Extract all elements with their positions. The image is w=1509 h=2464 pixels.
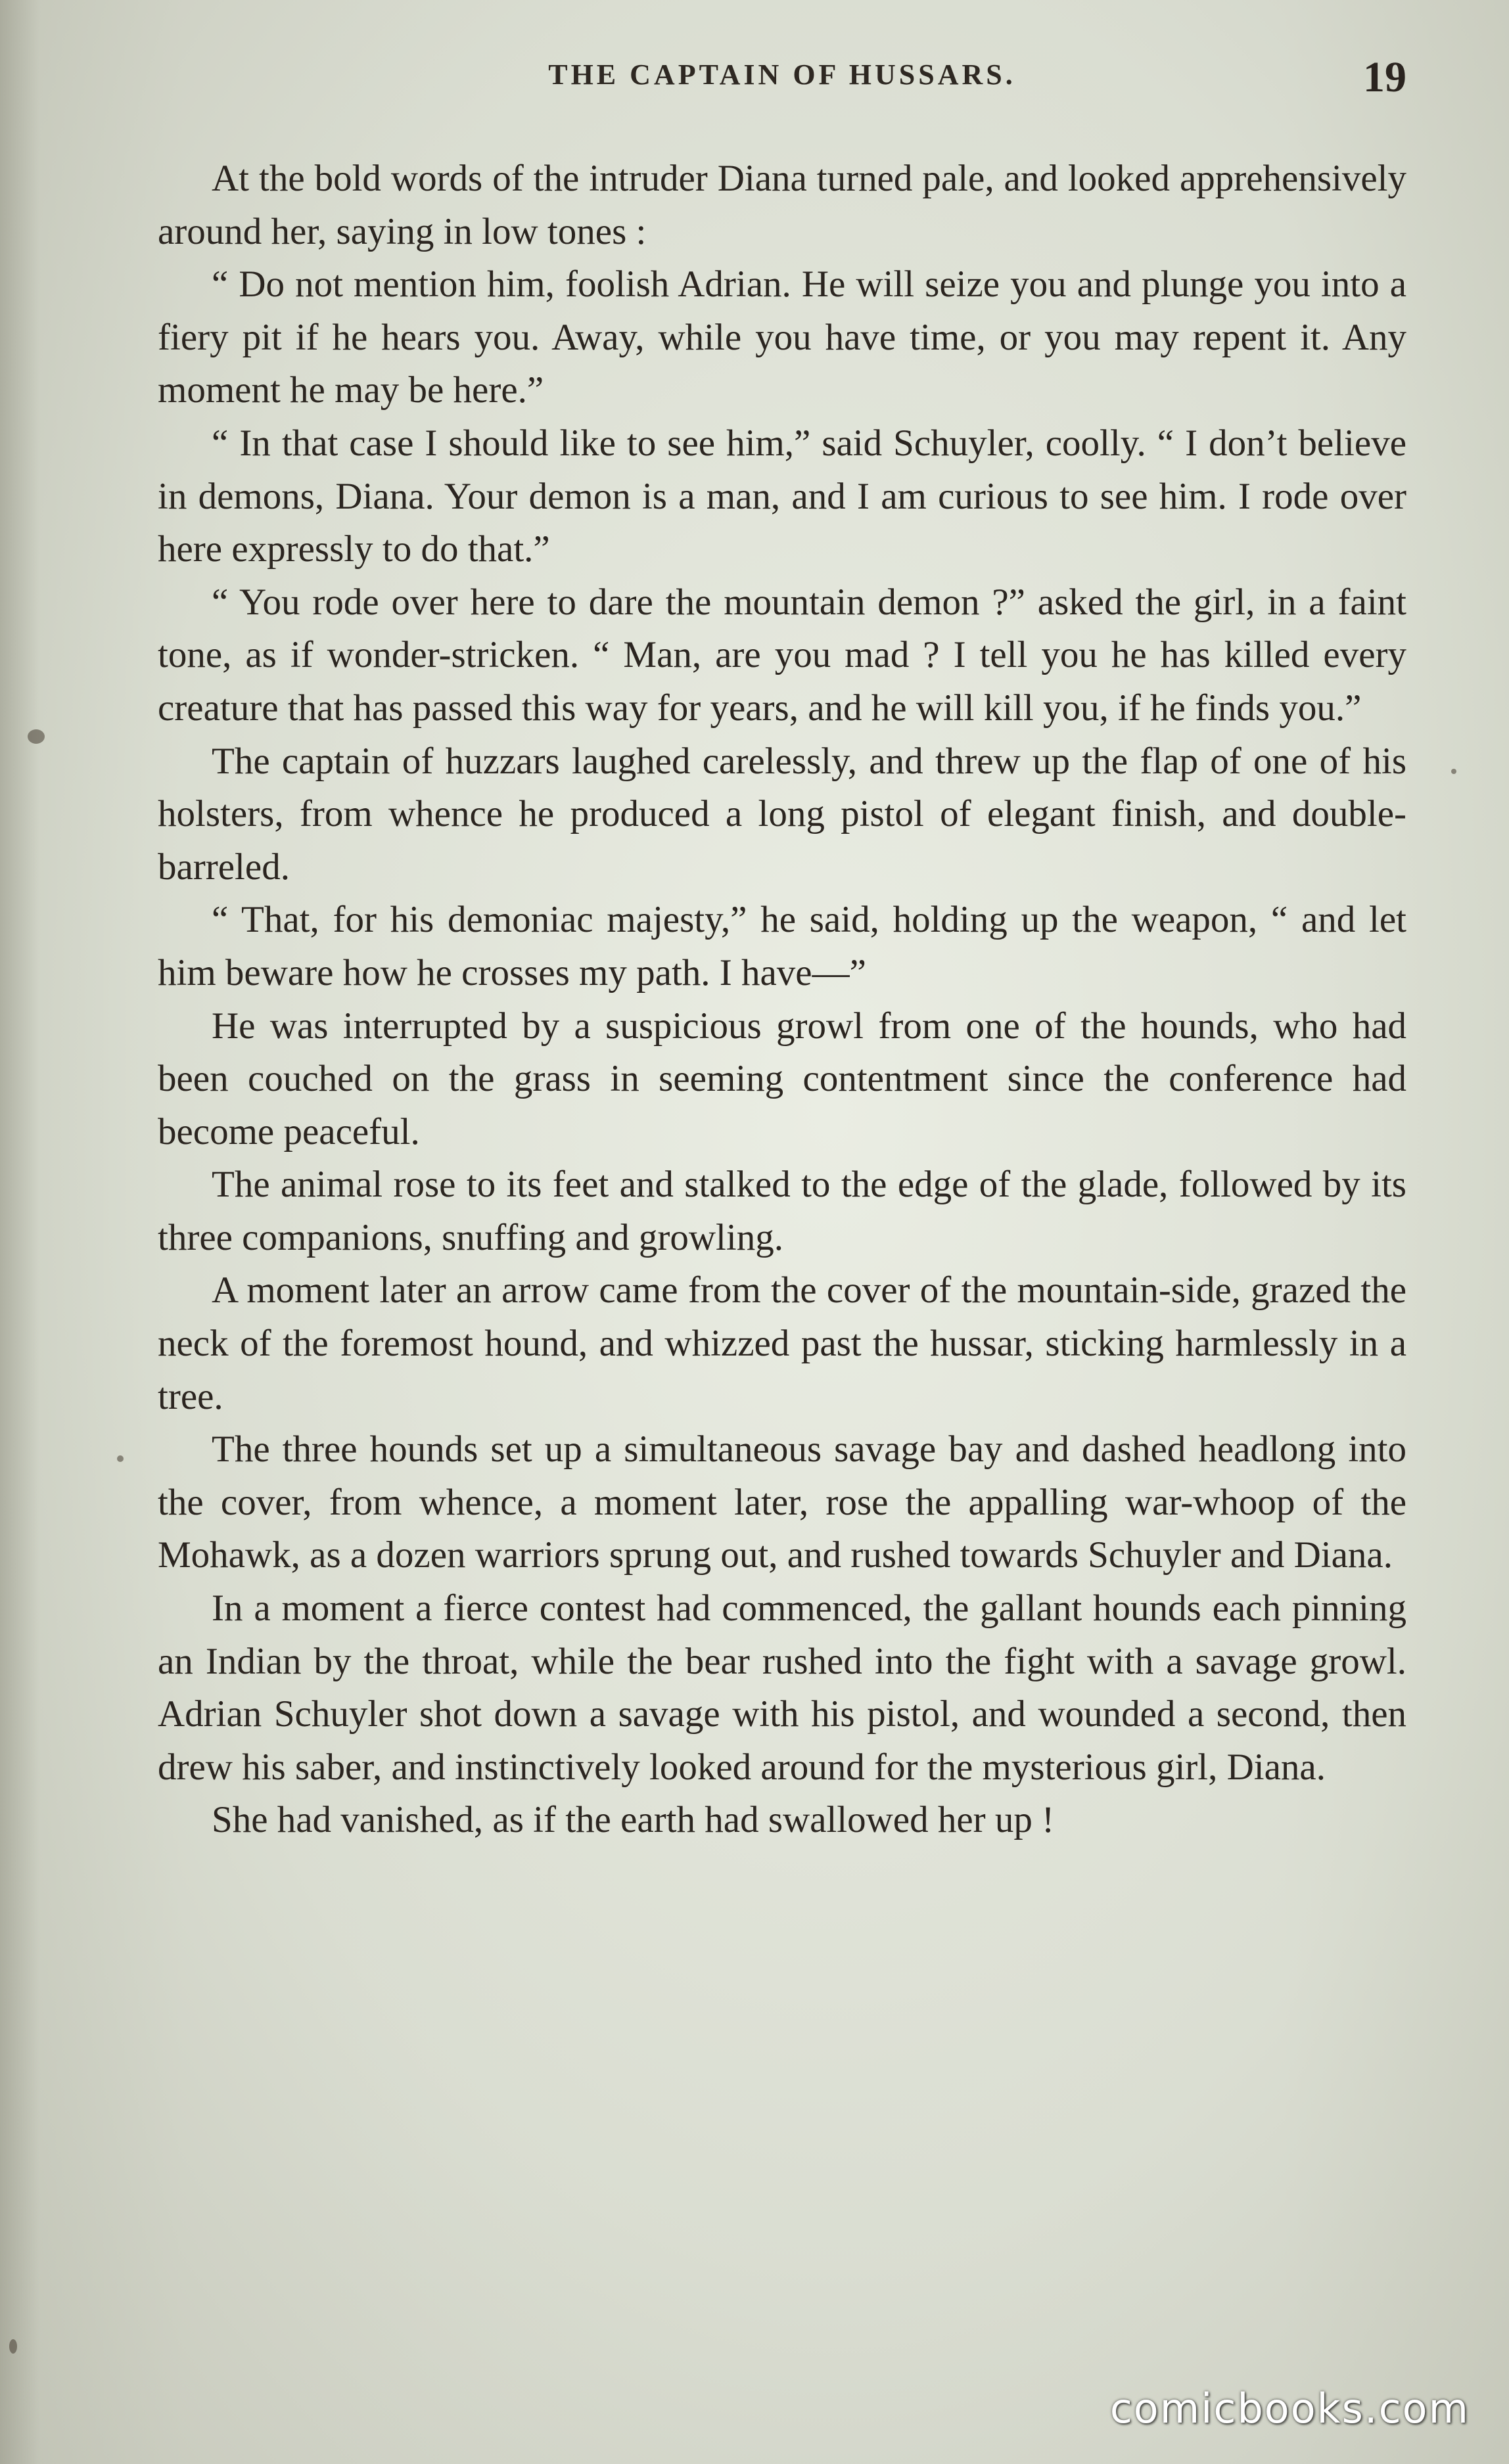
paper-speck bbox=[28, 729, 45, 744]
paragraph: He was interrupted by a suspicious growl from one of the hounds, who had been couched on the grass in seeming contentment since the conference had become peaceful. bbox=[158, 1005, 1406, 1152]
paragraph: A moment later an arrow came from the cover of the mountain-side, grazed the neck of the foremost hound, and whizzed past the hussar, sticking harmlessly in a tree. bbox=[158, 1269, 1406, 1417]
paper-speck bbox=[1451, 769, 1456, 774]
paper-speck bbox=[9, 2339, 17, 2354]
paper-speck bbox=[117, 1455, 124, 1462]
page-header bbox=[158, 53, 1406, 112]
paragraph: The animal rose to its feet and stalked to the edge of the glade, followed by its three companions, snuffing and growling. bbox=[158, 1164, 1406, 1258]
paragraph: “ You rode over here to dare the mountain demon ?” asked the girl, in a faint tone, as if wonder-stricken. “ Man, are you mad ? I tell you he has killed every creature that has passed this way for years, and he will kill you, if he finds you.” bbox=[158, 581, 1406, 729]
paragraph: The three hounds set up a simultaneous savage bay and dashed headlong into the cover, from whence, a moment later, rose the appalling war-whoop of the Mohawk, as a dozen warriors sprung out, and rushed towards Schuyler and Diana. bbox=[158, 1428, 1406, 1576]
paragraph: The captain of huzzars laughed carelessly, and threw up the flap of one of his holsters, from whence he produced a long pistol of elegant finish, and double-barreled. bbox=[158, 740, 1406, 888]
paragraph: At the bold words of the intruder Diana turned pale, and looked apprehensively around her, saying in low tones : bbox=[158, 158, 1406, 252]
paragraph: “ That, for his demoniac majesty,” he said, holding up the weapon, “ and let him beware how he crosses my path. I have—” bbox=[158, 899, 1406, 993]
body-text bbox=[158, 152, 1406, 1847]
paragraph: She had vanished, as if the earth had swallowed her up ! bbox=[212, 1799, 1055, 1841]
running-head: THE CAPTAIN OF HUSSARS. bbox=[548, 58, 1016, 91]
paragraph: In a moment a fierce contest had commenced, the gallant hounds each pinning an Indian by the throat, while the bear rushed into the fight with a savage growl. Adrian Schuyler shot down a savage with his pistol, and wounded a second, then drew his saber, and instinctively looked around for the mysterious girl, Diana. bbox=[158, 1587, 1406, 1788]
paragraph: “ In that case I should like to see him,” said Schuyler, coolly. “ I don’t believe in demons, Diana. Your demon is a man, and I am curious to see him. I rode over here expressly to do that.” bbox=[158, 422, 1406, 570]
page-edge-shadow bbox=[0, 0, 39, 2464]
watermark-logo: comicbooks.com bbox=[1109, 2384, 1470, 2432]
page-number: 19 bbox=[1363, 53, 1406, 101]
paragraph: “ Do not mention him, foolish Adrian. He will seize you and plunge you into a fiery pit if he hears you. Away, while you have time, or you may repent it. Any moment he may be here.” bbox=[158, 263, 1406, 411]
